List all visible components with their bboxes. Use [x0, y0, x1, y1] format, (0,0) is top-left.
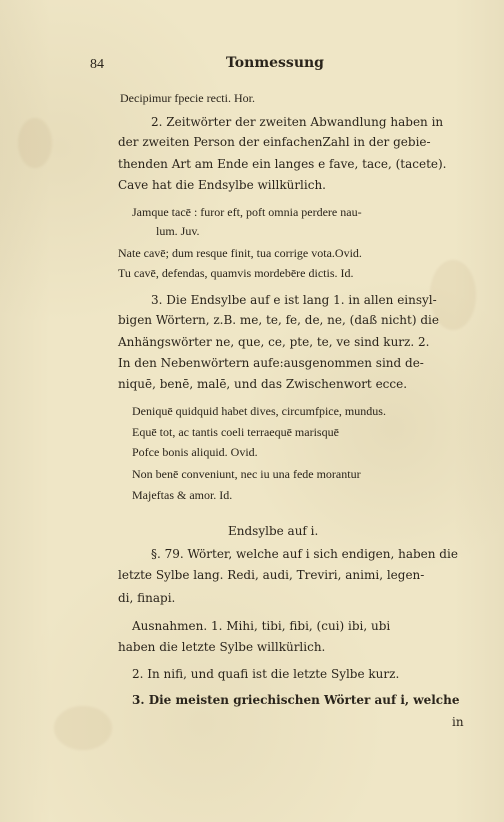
text-line: Ausnahmen. 1. Mihi, tibi, fibi, (cui) ibi, ubi: [132, 619, 391, 633]
text-line: Pofce bonis aliquid. Ovid.: [132, 445, 258, 459]
catchword: in: [452, 715, 464, 729]
text-line: lum. Juv.: [156, 224, 200, 238]
text-line: niquē, benē, malē, und das Zwischenwort ecce.: [118, 377, 408, 391]
text-line: Cave hat die Endsylbe willkürlich.: [118, 178, 326, 192]
text-line: 3. Die meisten griechischen Wörter auf i, welche: [132, 693, 460, 707]
running-head: Tonmessung: [226, 55, 324, 71]
text-line: Decipimur fpecie recti. Hor.: [120, 91, 255, 105]
text-line: di, finapi.: [118, 591, 176, 605]
text-line: Majeftas & amor. Id.: [132, 488, 233, 502]
paper-stain: [18, 118, 52, 168]
text-line: Deniquē quidquid habet dives, circumfpice, mundus.: [132, 404, 386, 418]
text-line: 2. Zeitwörter der zweiten Abwandlung haben in: [151, 115, 444, 129]
text-line: Tu cavē, defendas, quamvis mordebēre dictis. Id.: [118, 266, 354, 280]
text-line: 2. In nifi, und quafi ist die letzte Sylbe kurz.: [132, 667, 400, 681]
paper-stain: [54, 706, 112, 750]
text-line: §. 79. Wörter, welche auf i sich endigen, haben die: [151, 547, 458, 561]
text-line: Nate cavē; dum resque finit, tua corrige vota.Ovid.: [118, 246, 362, 260]
text-line: thenden Art am Ende ein langes e fave, tace, (tacete).: [118, 157, 447, 171]
text-line: Non benē conveniunt, nec iu una fede morantur: [132, 467, 361, 481]
text-line: 3. Die Endsylbe auf e ist lang 1. in allen einsyl-: [151, 293, 437, 307]
text-line: Anhängswörter ne, que, ce, pte, te, ve sind kurz. 2.: [118, 335, 430, 349]
text-line: In den Nebenwörtern aufe:ausgenommen sind de-: [118, 356, 424, 370]
text-line: bigen Wörtern, z.B. me, te, fe, de, ne, (daß nicht) die: [118, 313, 439, 327]
text-line: haben die letzte Sylbe willkürlich.: [118, 640, 326, 654]
text-line: letzte Sylbe lang. Redi, audi, Treviri, animi, legen-: [118, 568, 425, 582]
page-number: 84: [90, 57, 104, 72]
text-line: Jamque tacē : furor eft, poft omnia perdere nau-: [132, 205, 362, 219]
text-line: Equē tot, ac tantis coeli terraequē marisquē: [132, 425, 339, 439]
text-line: der zweiten Person der einfachenZahl in der gebie-: [118, 135, 431, 149]
section-heading: Endsylbe auf i.: [228, 524, 319, 538]
